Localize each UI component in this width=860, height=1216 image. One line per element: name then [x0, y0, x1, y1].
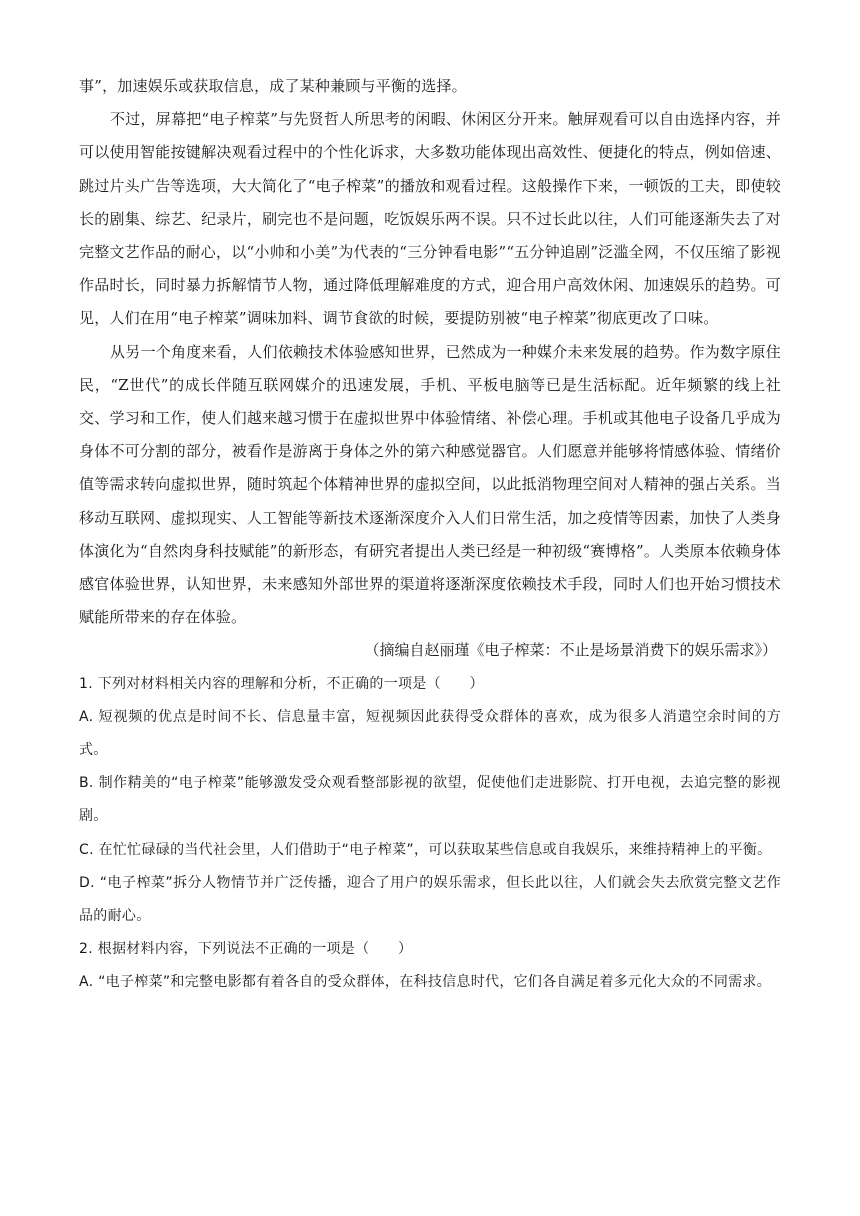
option-a: A. “电子榨菜”和完整电影都有着各自的受众群体，在科技信息时代，它们各自满足着多元化大众的不同需求。 — [79, 974, 772, 991]
option-b: B. 制作精美的“电子榨菜”能够激发受众观看整部影视的欲望，促使他们走进影院、打开电视，去追完整的影视剧。 — [79, 775, 781, 825]
question-stem: 2. 根据材料内容，下列说法不正确的一项是（ ） — [79, 941, 413, 958]
question-2 — [79, 933, 781, 999]
passage-paragraph-2: 从另一个角度来看，人们依赖技术体验感知世界，已然成为一种媒介未来发展的趋势。作为数字原住民，“Z世代”的成长伴随互联网媒介的迅速发展，手机、平板电脑等已是生活标配。近年频繁的线上社交、学习和工作，使人们越来越习惯于在虚拟世界中体验情绪、补偿心理。手机或其他电子设备几乎成为身体不可分割的部分，被看作是游离于身体之外的第六种感觉器官。人们愿意并能够将情感体验、情绪价值等需求转向虚拟世界，随时筑起个体精神世界的虚拟空间，以此抵消物理空间对人精神的强占关系。当移动互联网、虚拟现实、人工智能等新技术逐渐深度介入人们日常生活，加之疫情等因素，加快了人类身体演化为“自然肉身科技赋能”的新形态，有研究者提出人类已经是一种初级“赛博格”。人类原本依赖身体感官体验世界，认知世界，未来感知外部世界的渠道将逐渐深度依赖技术手段，同时人们也开始习惯技术赋能所带来的存在体验。 — [79, 342, 781, 627]
question-1 — [79, 668, 781, 934]
passage-source: （摘编自赵丽瑾《电子榨菜：不止是场景消费下的娱乐需求》） — [364, 641, 777, 660]
question-stem: 1. 下列对材料相关内容的理解和分析，不正确的一项是（ ） — [79, 675, 484, 692]
passage-paragraph-1: 不过，屏幕把“电子榨菜”与先贤哲人所思考的闲暇、休闲区分开来。触屏观看可以自由选择内容，并可以使用智能按键解决观看过程中的个性化诉求，大多数功能体现出高效性、便捷化的特点，例如倍速、跳过片头广告等选项，大大简化了“电子榨菜”的播放和观看过程。这般操作下来，一顿饭的工夫，即使较长的剧集、综艺、纪录片，刷完也不是问题，吃饭娱乐两不误。只不过长此以往，人们可能逐渐失去了对完整文艺作品的耐心，以“小帅和小美”为代表的“三分钟看电影”“五分钟追剧”泛滥全网，不仅压缩了影视作品时长，同时暴力拆解情节人物，通过降低理解难度的方式，迎合用户高效休闲、加速娱乐的趋势。可见，人们在用“电子榨菜”调味加料、调节食欲的时候，要提防别被“电子榨菜”彻底更改了口味。 — [79, 110, 781, 328]
document-page — [79, 70, 781, 1000]
passage-paragraph-0: 事”，加速娱乐或获取信息，成了某种兼顾与平衡的选择。 — [79, 77, 467, 95]
option-c: C. 在忙忙碌碌的当代社会里，人们借助于“电子榨菜”，可以获取某些信息或自我娱乐，来维持精神上的平衡。 — [79, 841, 772, 858]
option-d: D. “电子榨菜”拆分人物情节并广泛传播，迎合了用户的娱乐需求，但长此以往，人们就会失去欣赏完整文艺作品的耐心。 — [79, 874, 781, 925]
option-a: A. 短视频的优点是时间不长、信息量丰富，短视频因此获得受众群体的喜欢，成为很多人消遣空余时间的方式。 — [79, 708, 781, 759]
